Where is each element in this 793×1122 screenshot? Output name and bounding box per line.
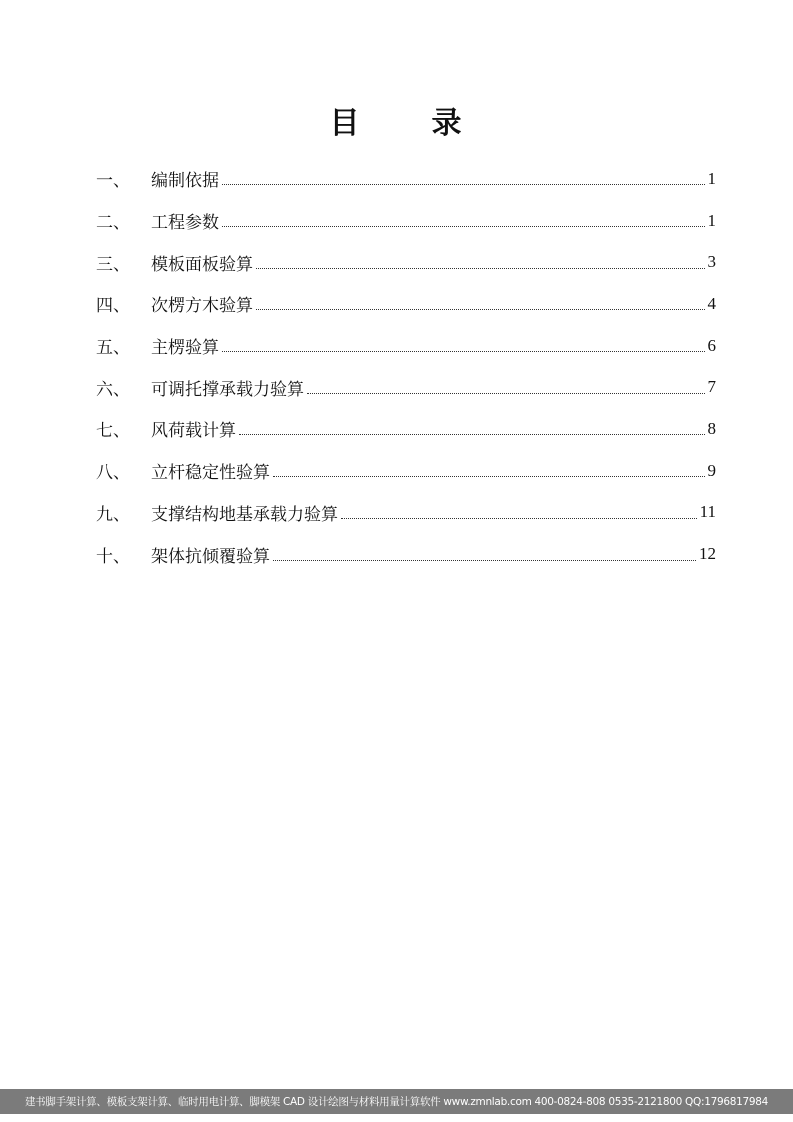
- dot-leader: [239, 434, 705, 435]
- table-of-contents: [96, 158, 716, 575]
- toc-page-number: 1: [707, 168, 716, 188]
- toc-entry[interactable]: [96, 158, 716, 200]
- dot-leader: [256, 268, 705, 269]
- toc-page-number: 8: [707, 418, 716, 438]
- page-title: [0, 98, 793, 142]
- toc-title: 模板面板验算: [151, 254, 253, 275]
- toc-page-number: 6: [707, 335, 716, 355]
- toc-entry[interactable]: [96, 492, 716, 534]
- dot-leader: [273, 560, 696, 561]
- footer-banner: [0, 1089, 793, 1114]
- dot-leader: [222, 184, 705, 185]
- toc-title: 风荷载计算: [151, 421, 236, 442]
- toc-page-number: 11: [699, 502, 716, 522]
- toc-title: 主楞验算: [151, 338, 219, 359]
- toc-entry[interactable]: [96, 366, 716, 408]
- toc-title: 工程参数: [151, 213, 219, 234]
- toc-title: 次楞方木验算: [151, 296, 253, 317]
- toc-entry[interactable]: [96, 450, 716, 492]
- dot-leader: [273, 476, 705, 477]
- toc-number: 八、: [96, 463, 130, 484]
- toc-entry[interactable]: [96, 325, 716, 367]
- title-char-2: 录: [431, 106, 464, 141]
- toc-number: 十、: [96, 546, 130, 567]
- toc-page-number: 3: [707, 252, 716, 272]
- toc-title: 立杆稳定性验算: [151, 463, 270, 484]
- toc-title: 架体抗倾覆验算: [151, 546, 270, 567]
- dot-leader: [222, 226, 705, 227]
- toc-number: 二、: [96, 213, 130, 234]
- toc-number: 六、: [96, 379, 130, 400]
- toc-number: 九、: [96, 504, 130, 525]
- toc-entry[interactable]: [96, 241, 716, 283]
- toc-entry[interactable]: [96, 408, 716, 450]
- toc-page-number: 9: [707, 460, 716, 480]
- footer-text: 建书脚手架计算、模板支架计算、临时用电计算、脚模架 CAD 设计绘图与材料用量计算软件 www.zmnlab.com 400-0824-808 0535-2121800 QQ:1796817984: [24, 1096, 769, 1108]
- toc-page-number: 4: [707, 293, 716, 313]
- toc-page-number: 12: [699, 544, 716, 564]
- toc-entry[interactable]: [96, 533, 716, 575]
- dot-leader: [222, 351, 705, 352]
- toc-number: 七、: [96, 421, 130, 442]
- toc-number: 三、: [96, 254, 130, 275]
- toc-title: 可调托撑承载力验算: [151, 379, 304, 400]
- dot-leader: [341, 518, 697, 519]
- toc-title: 编制依据: [151, 171, 219, 192]
- toc-entry[interactable]: [96, 200, 716, 242]
- toc-number: 一、: [96, 171, 130, 192]
- dot-leader: [256, 309, 705, 310]
- toc-number: 五、: [96, 338, 130, 359]
- dot-leader: [307, 393, 705, 394]
- title-char-1: 目: [329, 106, 362, 141]
- toc-number: 四、: [96, 296, 130, 317]
- toc-page-number: 1: [707, 210, 716, 230]
- toc-page-number: 7: [707, 377, 716, 397]
- toc-title: 支撑结构地基承载力验算: [151, 504, 338, 525]
- toc-entry[interactable]: [96, 283, 716, 325]
